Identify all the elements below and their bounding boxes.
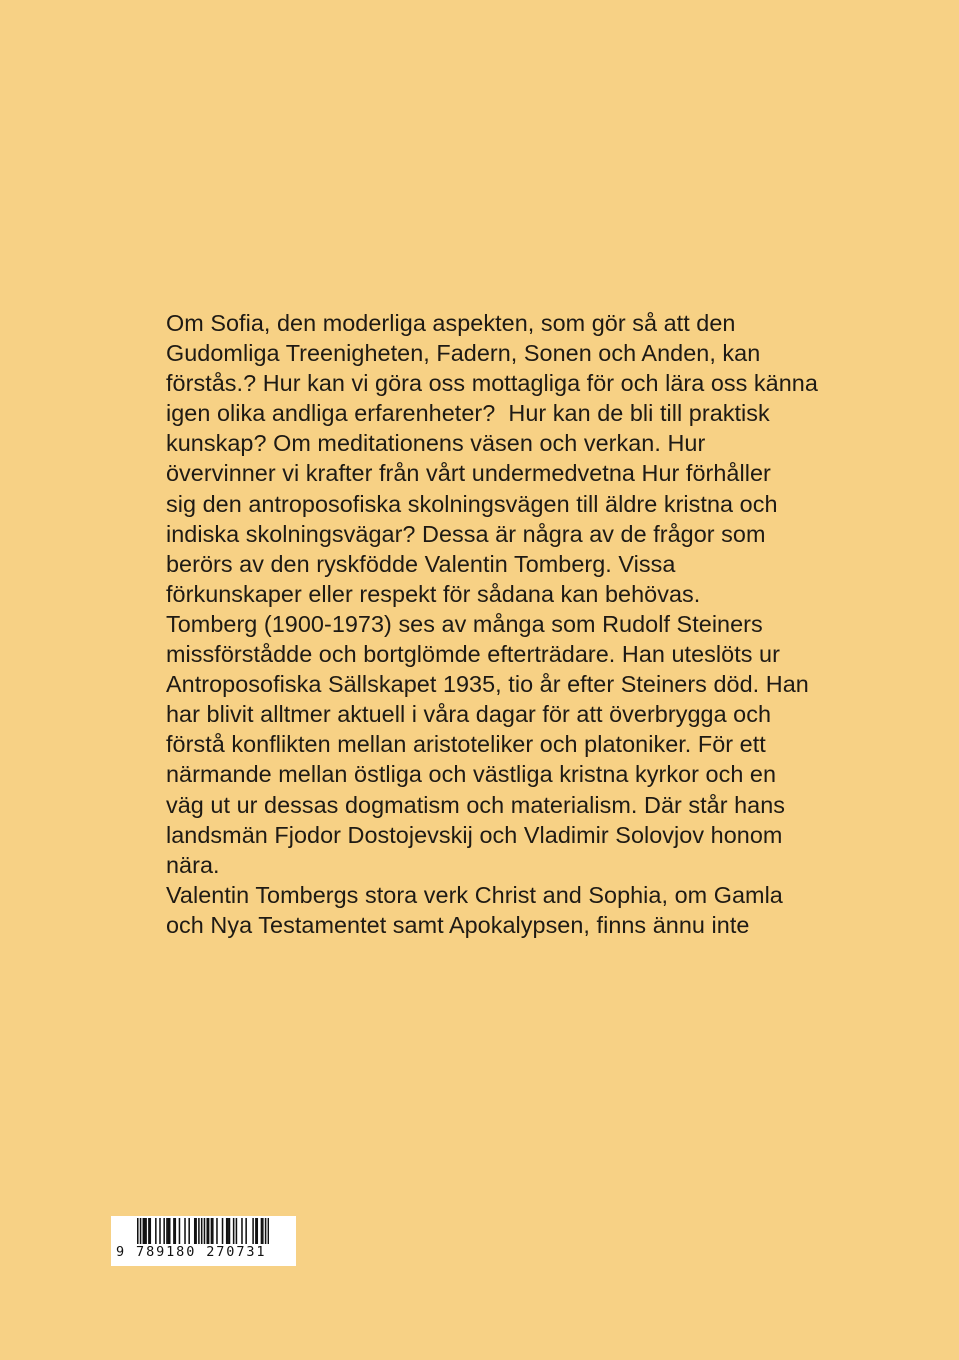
blurb-line: berörs av den ryskfödde Valentin Tomberg. Vissa xyxy=(166,550,676,577)
barcode-bar xyxy=(169,1218,171,1244)
blurb-line: Antroposofiska Sällskapet 1935, tio år efter Steiners död. Han xyxy=(166,671,809,698)
blurb-line: landsmän Fjodor Dostojevskij och Vladimir Solovjov honom xyxy=(166,821,783,848)
blurb-line: förkunskaper eller respekt för sådana kan behövas. xyxy=(166,580,701,607)
barcode-bar xyxy=(155,1218,157,1244)
blurb-line: Valentin Tombergs stora verk Christ and Sophia, om Gamla xyxy=(166,881,783,908)
barcode-bar xyxy=(241,1218,243,1244)
barcode-bar xyxy=(143,1218,145,1244)
barcode-bar xyxy=(226,1218,228,1244)
barcode-bar xyxy=(201,1218,203,1244)
barcode-bar xyxy=(184,1218,186,1244)
barcode-digits: 9 789180 270731 xyxy=(116,1244,267,1260)
blurb-line: förstås.? Hur kan vi göra oss mottagliga för och lära oss känna xyxy=(166,370,818,397)
blurb-line: nära. xyxy=(166,851,220,878)
barcode-bar xyxy=(173,1218,175,1244)
barcode-bar xyxy=(256,1218,258,1244)
blurb-line: missförstådde och bortglömde efterträdare. Han uteslöts ur xyxy=(166,641,780,668)
barcode-bar xyxy=(252,1218,254,1244)
barcode-bar xyxy=(211,1218,213,1244)
barcode-bar xyxy=(140,1218,142,1244)
barcode-bar xyxy=(194,1218,196,1244)
blurb-line: närmande mellan östliga och västliga kristna kyrkor och en xyxy=(166,761,777,788)
blurb-line: övervinner vi krafter från vårt undermedvetna Hur förhåller xyxy=(166,460,771,487)
barcode-bar xyxy=(268,1218,269,1244)
blurb-line: kunskap? Om meditationens väsen och verkan. Hur xyxy=(166,430,706,457)
barcode-bar xyxy=(188,1218,190,1244)
barcode-bar xyxy=(245,1218,247,1244)
barcode-bar xyxy=(179,1218,181,1244)
blurb-line: Gudomliga Treenigheten, Fadern, Sonen och Anden, kan xyxy=(166,340,761,367)
barcode-bar xyxy=(255,1218,257,1244)
barcode-bar xyxy=(236,1218,238,1244)
barcode-bar xyxy=(206,1218,208,1244)
barcode-bar xyxy=(163,1218,165,1244)
barcode-bar xyxy=(229,1218,231,1244)
blurb-line: Om Sofia, den moderliga aspekten, som gör så att den xyxy=(166,310,736,336)
barcode-bar xyxy=(195,1218,197,1244)
barcode-bar xyxy=(145,1218,147,1244)
blurb-line: indiska skolningsvägar? Dessa är några av de frågor som xyxy=(166,520,766,547)
barcode-bar xyxy=(262,1218,264,1244)
barcode-bar xyxy=(148,1218,150,1244)
barcode-bar xyxy=(216,1218,218,1244)
barcode-bar xyxy=(208,1218,210,1244)
blurb-line: sig den antroposofiska skolningsvägen till äldre kristna och xyxy=(166,490,778,517)
barcode-bar xyxy=(233,1218,235,1244)
isbn-barcode xyxy=(111,1216,296,1266)
barcode-bar xyxy=(159,1218,161,1244)
barcode-bar xyxy=(144,1218,146,1244)
blurb-text xyxy=(166,308,866,940)
barcode-bar xyxy=(137,1218,139,1244)
blurb-line: igen olika andliga erfarenheter? Hur kan de bli till praktisk xyxy=(166,400,770,427)
blurb-line: väg ut ur dessas dogmatism och materialism. Där står hans xyxy=(166,791,786,818)
barcode-bar xyxy=(198,1218,200,1244)
blurb-line: förstå konflikten mellan aristoteliker och platoniker. För ett xyxy=(166,731,766,758)
blurb-line: har blivit alltmer aktuell i våra dagar för att överbrygga och xyxy=(166,701,772,728)
barcode-bar xyxy=(265,1218,267,1244)
barcode-bar xyxy=(168,1218,170,1244)
blurb-line: och Nya Testamentet samt Apokalypsen, finns ännu inte xyxy=(166,911,750,938)
barcode-bar xyxy=(204,1218,206,1244)
barcode-bar xyxy=(227,1218,229,1244)
barcode-bar xyxy=(166,1218,168,1244)
barcode-bar xyxy=(150,1218,152,1244)
barcode-bar xyxy=(261,1218,263,1244)
barcode-bar xyxy=(175,1218,177,1244)
blurb-line: Tomberg (1900-1973) ses av många som Rudolf Steiners xyxy=(166,610,763,637)
barcode-bar xyxy=(222,1218,224,1244)
barcode-bars xyxy=(137,1218,269,1244)
barcode-bar xyxy=(212,1218,214,1244)
